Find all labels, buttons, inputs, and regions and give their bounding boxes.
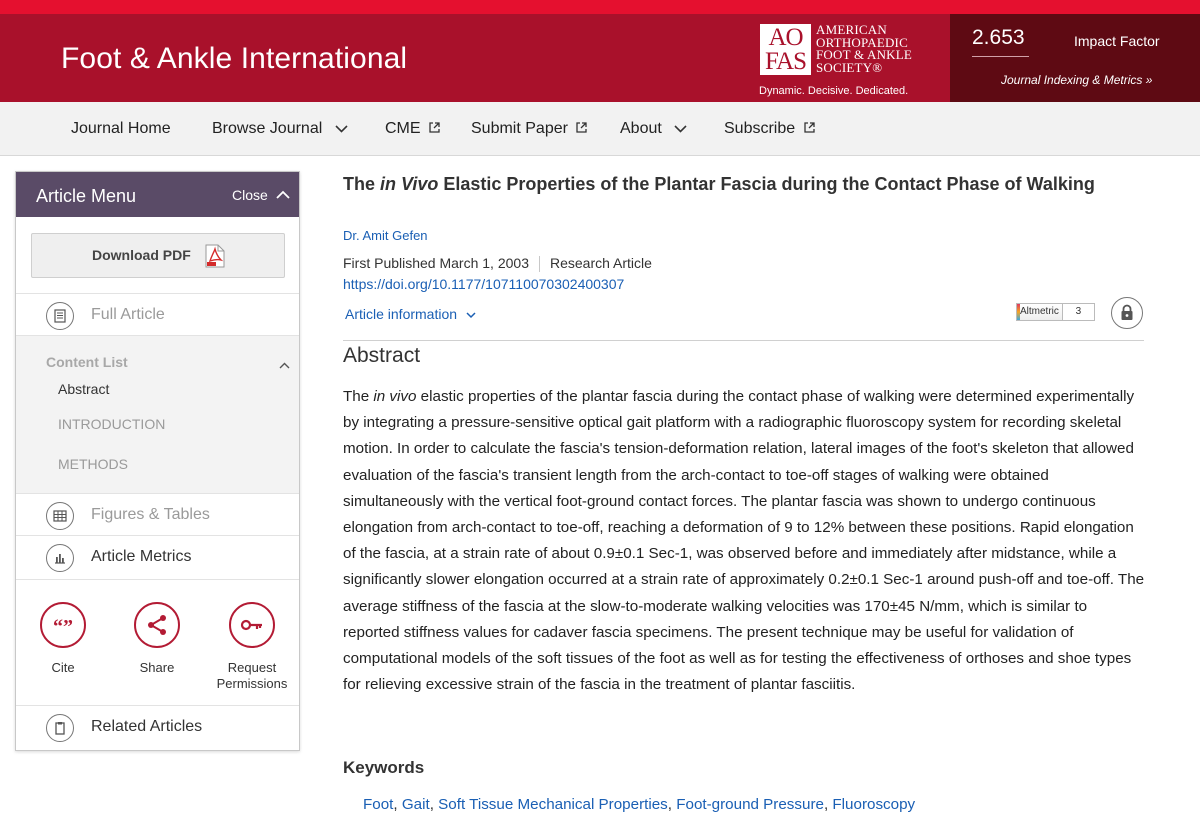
nav-journal-home[interactable] [71,120,171,138]
aofas-name-line: ORTHOPAEDIC [816,34,908,50]
keyword-link[interactable]: Soft Tissue Mechanical Properties [438,796,668,813]
cite-button[interactable] [18,602,108,676]
article-title-part: The [343,174,381,194]
content-list [16,335,299,493]
article-menu-close-button[interactable] [232,187,290,203]
abstract-text-part: elastic properties of the plantar fascia during the contact phase of walking were determined experimentally by integrating a pressure-sensitive optical gait platform with a radiographic fluoroscopy system for recording skeletal motion. In order to calculate the fascia's tension-deformation relation, lateral images of the foot's skeleton that allowed evaluation of the fascia's transient length from the arch-contact to toe-off stages of walking were obtained simultaneously with the vertical foot-ground contact forces. The plantar fascia was shown to undergo continuous elongation from arch-contact to toe-off, reaching a deformation of 9 to 12% between these positions. Rapid elongation of the fascia, at a strain rate of about 0.9±0.1 Sec-1, was observed before and immediately after midstance, while a significantly slower elongation occurred at a strain rate of approximately 0.2±0.1 Sec-1 around push-off and toe-off. The average stiffness of the fascia at the slow-to-moderate walking velocities was 170±45 N/mm, which is similar to reported stiffness values for cadaver fascia specimens. The present technique may be useful for validation of computational models of the soft tissues of the foot as well as for testing the effectiveness of orthoses and shoe types for relieving excessive strain of the fascia in the treatment of plantar fasciitis. [343,388,1145,694]
share-label: Share [139,660,175,675]
aofas-name-line: FOOT & ANKLE [816,47,913,62]
related-articles-label: Related Articles [91,718,203,735]
nav-submit-paper-label: Submit Paper [471,120,568,138]
aofas-name-line: SOCIETY® [816,59,883,75]
keyword-link[interactable]: Foot-ground Pressure [676,796,824,813]
article-menu-title: Article Menu [36,186,137,206]
keywords-heading: Keywords [343,758,425,777]
journal-indexing-link[interactable]: Journal Indexing & Metrics » [1001,73,1153,87]
figures-tables-link[interactable] [16,493,299,535]
aofas-name [816,24,912,74]
content-list-title[interactable]: Content List [46,354,128,370]
lock-icon [1111,297,1143,329]
article-type: Research Article [549,255,652,271]
full-article-link[interactable] [16,293,299,335]
article-title [343,172,1143,197]
article-metrics-link[interactable] [16,535,299,577]
main-nav [0,102,1200,156]
nav-cme-label: CME [385,120,421,138]
site-header [0,0,1200,102]
full-article-label: Full Article [91,306,165,323]
abstract-text [343,384,1146,698]
chevron-down-icon [674,120,687,138]
article-information-toggle[interactable] [345,306,476,322]
nav-about[interactable] [620,120,687,138]
keyword-link[interactable]: Fluoroscopy [832,796,916,813]
content-list-item-methods[interactable]: METHODS [58,456,128,472]
document-icon [46,302,74,330]
nav-about-label: About [620,120,662,138]
nav-browse-journal-label: Browse Journal [212,120,323,138]
external-link-icon [804,120,815,138]
article-menu-header [16,172,299,217]
nav-cme[interactable] [385,120,440,138]
article-actions [16,579,299,705]
chevron-down-icon [466,312,476,319]
doi-link[interactable]: https://doi.org/10.1177/107110070302400307 [343,276,625,292]
request-permissions-label [207,660,297,692]
article-metrics-label: Article Metrics [91,548,192,565]
impact-divider [972,56,1029,57]
nav-journal-home-label: Journal Home [71,120,171,137]
aofas-name-line: AMERICAN [816,22,887,37]
article-menu [15,171,300,751]
impact-factor-panel [950,14,1200,102]
article-menu-close-label: Close [232,187,268,203]
bar-chart-icon [46,544,74,572]
share-icon [134,602,180,648]
altmetric-score: 3 [1063,303,1095,321]
article-information-label: Article information [345,306,458,322]
clipboard-icon [46,714,74,742]
nav-browse-journal[interactable] [212,120,348,138]
pdf-icon [204,244,226,273]
chevron-down-icon [335,120,348,138]
impact-factor-value: 2.653 [972,26,1025,49]
article-title-part: Elastic Properties of the Plantar Fascia during the Contact Phase of Walking [438,174,1095,194]
svg-text:“”: “” [53,616,73,637]
journal-title[interactable]: Foot & Ankle International [61,42,408,75]
abstract-heading: Abstract [343,344,421,367]
key-icon [229,602,275,648]
figures-tables-label: Figures & Tables [91,506,210,523]
abstract-text-italic: in vivo [373,388,417,405]
share-button[interactable] [112,602,202,676]
author-link[interactable]: Dr. Amit Gefen [343,228,428,243]
aofas-logo-box [760,24,811,75]
request-permissions-line: Permissions [216,676,288,691]
related-articles-link[interactable] [16,705,299,747]
nav-subscribe-label: Subscribe [724,120,796,138]
section-divider [343,340,1144,341]
quote-icon [40,602,86,648]
keyword-link[interactable]: Foot [363,796,394,813]
publication-info [343,255,652,272]
nav-subscribe[interactable] [724,120,815,138]
request-permissions-line: Request [227,660,277,675]
aofas-logo-ao: AO [768,24,803,51]
aofas-logo[interactable] [760,24,930,98]
keyword-link[interactable]: Gait [401,796,430,813]
aofas-logo-fas: FAS [764,48,806,75]
header-top-stripe [0,0,1200,14]
abstract-text-part: The [343,388,374,405]
download-pdf-button[interactable] [31,233,285,278]
published-date: First Published March 1, 2003 [343,255,529,271]
request-permissions-button[interactable] [207,602,297,692]
chevron-up-icon [276,190,290,199]
impact-factor-label: Impact Factor [1074,33,1160,49]
cite-label: Cite [51,660,75,675]
external-link-icon [576,120,587,138]
aofas-tagline: Dynamic. Decisive. Dedicated. [759,85,909,97]
content-list-item-abstract[interactable]: Abstract [58,381,110,397]
nav-submit-paper[interactable] [471,120,587,138]
download-pdf-label: Download PDF [92,247,191,263]
keywords-list: Foot, Gait, Soft Tissue Mechanical Properties, Foot-ground Pressure, Fluoroscopy [363,796,916,813]
altmetric-label: Altmetric [1016,303,1063,321]
article-title-italic: in Vivo [380,174,439,194]
external-link-icon [429,120,440,138]
altmetric-badge[interactable] [1016,303,1095,321]
content-list-item-introduction[interactable]: INTRODUCTION [58,416,166,432]
divider [539,256,540,272]
table-icon [46,502,74,530]
chevron-up-icon[interactable] [279,356,290,374]
